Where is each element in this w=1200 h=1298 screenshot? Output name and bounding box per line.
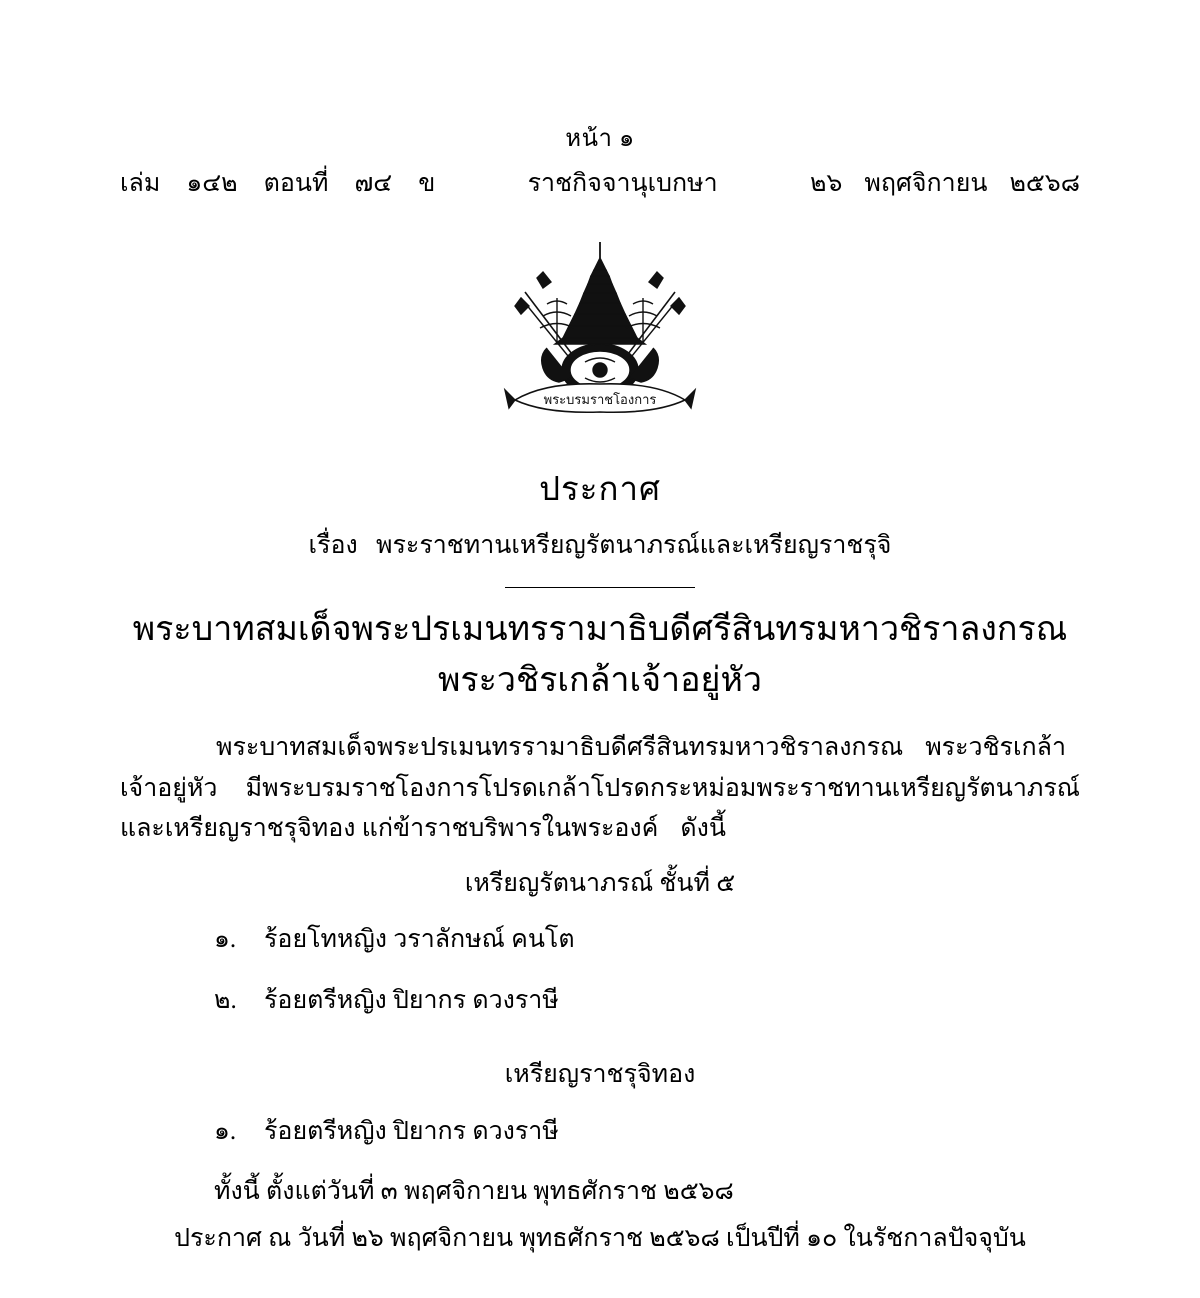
list-item <box>120 1112 1080 1153</box>
section-value: ๗๔ <box>354 170 393 197</box>
list-item <box>120 920 1080 961</box>
list-item-number: ๒. <box>214 986 237 1014</box>
effective-date-line: ทั้งนี้ ตั้งแต่วันที่ ๓ พฤศจิกายน พุทธศักราช ๒๕๖๘ <box>214 1178 734 1205</box>
date-year: ๒๕๖๘ <box>1009 170 1080 197</box>
header-date <box>810 163 1080 203</box>
emblem-container <box>0 232 1200 447</box>
announcement-date-line: ประกาศ ณ วันที่ ๒๖ พฤศจิกายน พุทธศักราช ๒๕๖๘ เป็นปีที่ ๑๐ ในรัชกาลปัจจุบัน <box>174 1225 1026 1252</box>
body-part-5: ดังนี้ <box>680 815 726 842</box>
recipient-list-1 <box>120 920 1080 1021</box>
section-class: ข <box>418 170 436 197</box>
header-volume-info <box>120 163 435 203</box>
title-block <box>0 462 1200 588</box>
subject-label: เรื่อง <box>308 532 358 559</box>
list-item-number: ๑. <box>214 926 237 953</box>
list-item-number: ๑. <box>214 1117 237 1145</box>
volume-label: เล่ม <box>120 170 161 197</box>
page-number: หน้า ๑ <box>565 126 635 152</box>
body-paragraph <box>120 728 1080 850</box>
page-header <box>0 118 1200 203</box>
royal-title <box>0 604 1200 706</box>
recipient-list-2 <box>120 1112 1080 1153</box>
document-body <box>120 728 1080 1213</box>
document-type-title: ประกาศ <box>539 472 661 508</box>
body-part-1: พระบาทสมเด็จพระปรเมนทรรามาธิบดีศรีสินทรมหาวชิราลงกรณ <box>216 734 904 761</box>
royal-title-line-1: พระบาทสมเด็จพระปรเมนทรรามาธิบดีศรีสินทรมหาวชิราลงกรณ <box>132 611 1068 648</box>
list-item-name: ร้อยตรีหญิง ปิยากร ดวงราษี <box>264 986 559 1014</box>
document-subject-line <box>0 525 1200 565</box>
list-item-name: ร้อยตรีหญิง ปิยากร ดวงราษี <box>264 1117 559 1145</box>
date-day: ๒๖ <box>810 170 843 197</box>
subject-text: พระราชทานเหรียญรัตนาภรณ์และเหรียญราชรุจิ <box>376 532 892 559</box>
header-row <box>0 163 1200 203</box>
body-part-4: แก่ข้าราชบริพารในพระองค์ <box>361 815 659 842</box>
list-item <box>120 981 1080 1022</box>
body-part-2: พระวชิรเกล้าเจ้าอยู่หัว <box>120 734 1067 802</box>
emblem-banner-text: พระบรมราชโองการ <box>543 392 657 407</box>
royal-garuda-emblem-icon <box>485 232 715 447</box>
gazette-name: ราชกิจจานุเบกษา <box>527 170 718 197</box>
body-part-3: มีพระบรมราชโองการโปรดเกล้าโปรดกระหม่อมพระราชทานเหรียญรัตนาภรณ์และเหรียญราชรุจิทอง <box>120 774 1080 842</box>
section-heading-2: เหรียญราชรุจิทอง <box>504 1061 696 1088</box>
list-item-name: ร้อยโทหญิง วราลักษณ์ คนโต <box>264 926 575 953</box>
royal-title-line-2: พระวชิรเกล้าเจ้าอยู่หัว <box>438 662 762 699</box>
section-label: ตอนที่ <box>263 170 329 197</box>
volume-value: ๑๔๒ <box>186 170 238 197</box>
date-month: พฤศจิกายน <box>864 170 988 197</box>
title-divider <box>505 587 695 588</box>
section-heading-1: เหรียญรัตนาภรณ์ ชั้นที่ ๕ <box>464 869 736 897</box>
